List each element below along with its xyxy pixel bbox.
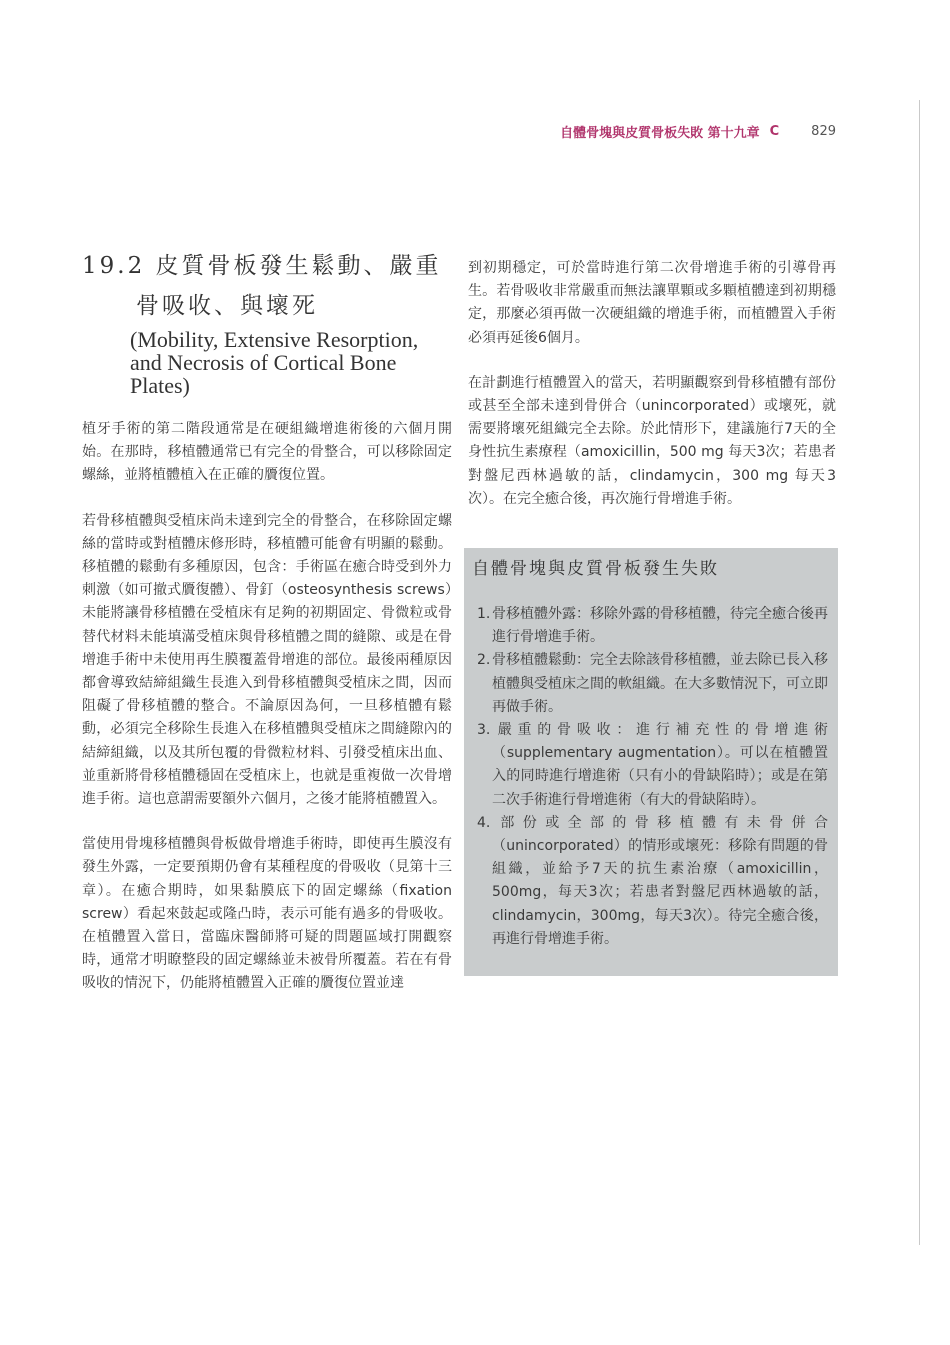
paragraph: 植牙手術的第二階段通常是在硬組織增進術後的六個月開始。在那時，移植體通常已有完全的骨整合，可以移除固定螺絲，並將植體植入在正確的贗復位置。 bbox=[82, 421, 452, 484]
section-title-line2: 骨吸收、與壞死 bbox=[136, 293, 318, 319]
paragraph: 當使用骨塊移植體與骨板做骨增進手術時，即使再生膜沒有發生外露，一定要預期仍會有某種程度的骨吸收（見第十三章）。在癒合期時，如果黏膜底下的固定螺絲（fixation screw）看起來鼓起或隆凸時，表示可能有過多的骨吸收。在植體置入當日，當臨床醫師將可疑的問題區域打開觀察時，通常才明瞭整段的固定螺絲並未被骨所覆蓋。若在有骨吸收的情況下，仍能將植體置入正確的贗復位置並達 bbox=[82, 836, 452, 992]
item-text: 嚴重的骨吸收：進行補充性的骨增進術（supplementary augmentation）。可以在植體置入的同時進行增進術（只有小的骨缺陷時）；或是在第二次手術進行骨增進術（有大的骨缺陷時）。 bbox=[492, 722, 828, 808]
right-column bbox=[468, 257, 836, 511]
left-column bbox=[82, 418, 452, 996]
running-header bbox=[480, 120, 836, 142]
section-title-line1: 19.2 皮質骨板發生鬆動、嚴重 bbox=[82, 253, 442, 279]
item-number: 1. bbox=[477, 606, 491, 622]
paragraph: 到初期穩定，可於當時進行第二次骨增進手術的引導骨再生。若骨吸收非常嚴重而無法讓單顆或多顆植體達到初期穩定，那麼必須再做一次硬組織的增進手術，而植體置入手術必須再延後6個月。 bbox=[468, 260, 836, 346]
section-heading bbox=[82, 248, 452, 397]
paragraph: 在計劃進行植體置入的當天，若明顯觀察到骨移植體有部份或甚至全部未達到骨併合（unincorporated）或壞死，就需要將壞死組織完全去除。於此情形下，建議施行7天的全身性抗生素療程（amoxicillin，500 mg 每天3次；若患者對盤尼西林過敏的話，clindamycin，300 mg 每天3次）。在完全癒合後，再次施行骨增進手術。 bbox=[468, 374, 836, 507]
chapter-title: 自體骨塊與皮質骨板失敗 第十九章 bbox=[560, 125, 760, 141]
summary-item bbox=[477, 649, 828, 719]
summary-item bbox=[477, 719, 828, 812]
summary-item bbox=[477, 812, 828, 951]
item-text: 骨移植體鬆動：完全去除該骨移植體，並去除已長入移植體與受植床之間的軟組織。在大多數情況下，可立即再做手術。 bbox=[492, 652, 828, 715]
item-number: 2. bbox=[477, 652, 491, 669]
chapter-letter: C bbox=[769, 123, 780, 139]
summary-item bbox=[477, 603, 828, 649]
section-english-title: (Mobility, Extensive Resorption, and Necrosis of Cortical Bone Plates) bbox=[130, 327, 419, 398]
item-number: 3. bbox=[477, 722, 491, 739]
item-number: 4. bbox=[477, 814, 491, 831]
summary-box-title: 自體骨塊與皮質骨板發生失敗 bbox=[472, 559, 719, 579]
summary-list bbox=[464, 603, 838, 951]
summary-box bbox=[464, 548, 838, 976]
item-text: 部份或全部的骨移植體有未骨併合（unincorporated）的情形或壞死：移除有問題的骨組織，並給予7天的抗生素治療（amoxicillin，500mg，每天3次；若患者對盤尼西林過敏的話，clindamycin，300mg，每天3次）。待完全癒合後，再進行骨增進手術。 bbox=[492, 814, 828, 947]
page-number: 829 bbox=[811, 123, 836, 139]
item-text: 骨移植體外露：移除外露的骨移植體，待完全癒合後再進行骨增進手術。 bbox=[492, 606, 828, 646]
paragraph: 若骨移植體與受植床尚未達到完全的骨整合，在移除固定螺絲的當時或對植體床修形時，移植體可能會有明顯的鬆動。移植體的鬆動有多種原因，包含：手術區在癒合時受到外力刺激（如可撤式贗復體）、骨釘（osteosynthesis screws）未能將讓骨移植體在受植床有足夠的初期固定、骨微粒或骨替代材料未能填滿受植床與骨移植體之間的縫隙、或是在骨增進手術中未使用再生膜覆蓋骨增進的部位。最後兩種原因都會導致結締組織生長進入到骨移植體與受植床之間，因而阻礙了骨移植體的整合。不論原因為何，一旦移植體有鬆動，必須完全移除生長進入在移植體與受植床之間縫隙內的結締組織，以及其所包覆的骨微粒材料、引發受植床出血、並重新將骨移植體穩固在受植床上，也就是重複做一次骨增進手術。這也意謂需要額外六個月，之後才能將植體置入。 bbox=[82, 512, 452, 808]
page-edge-line bbox=[919, 100, 920, 1245]
